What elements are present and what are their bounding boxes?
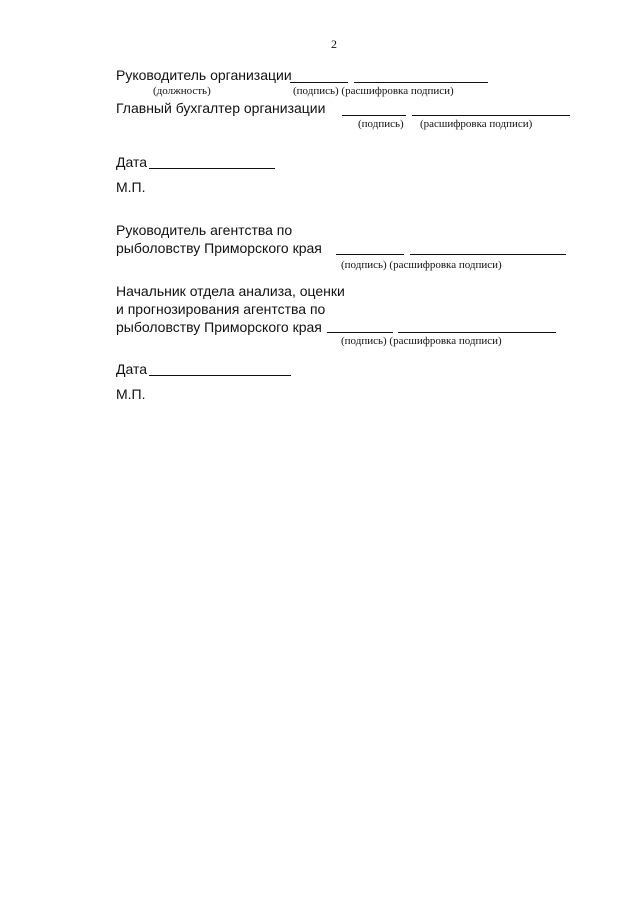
dept-head-decode-line: [398, 332, 556, 333]
org-head-label: Руководитель организации: [116, 67, 292, 83]
date-label-2: Дата: [116, 361, 148, 377]
caption-position: (должность): [153, 85, 211, 97]
agency-head-decode-line: [410, 254, 566, 255]
dept-head-signature-line: [327, 332, 393, 333]
date-label: Дата: [116, 154, 148, 170]
date-line: [149, 168, 275, 169]
dept-head-label-line1: Начальник отдела анализа, оценки: [116, 283, 345, 299]
date-line-2: [149, 375, 291, 376]
org-head-signature-line: [354, 82, 488, 83]
caption-agency-head: (подпись) (расшифровка подписи): [341, 259, 502, 271]
agency-head-label-line2: рыболовству Приморского края: [116, 240, 322, 256]
caption-signature-decode: (подпись) (расшифровка подписи): [293, 85, 454, 97]
agency-head-label-line1: Руководитель агентства по: [116, 222, 293, 238]
dept-head-label-line3: рыболовству Приморского края: [116, 319, 322, 335]
caption-signature: (подпись): [358, 118, 404, 130]
dept-head-label-line2: и прогнозирования агентства по: [116, 301, 326, 317]
org-head-position-line: [290, 82, 348, 83]
chief-accountant-decode-line: [412, 115, 570, 116]
chief-accountant-signature-line: [342, 115, 406, 116]
page-number: 2: [331, 37, 337, 51]
caption-dept-head: (подпись) (расшифровка подписи): [341, 335, 502, 347]
chief-accountant-label: Главный бухгалтер организации: [116, 100, 326, 116]
agency-head-signature-line: [336, 254, 404, 255]
seal-label: М.П.: [116, 179, 146, 195]
caption-decode: (расшифровка подписи): [420, 118, 533, 130]
seal-label-2: М.П.: [116, 386, 146, 402]
